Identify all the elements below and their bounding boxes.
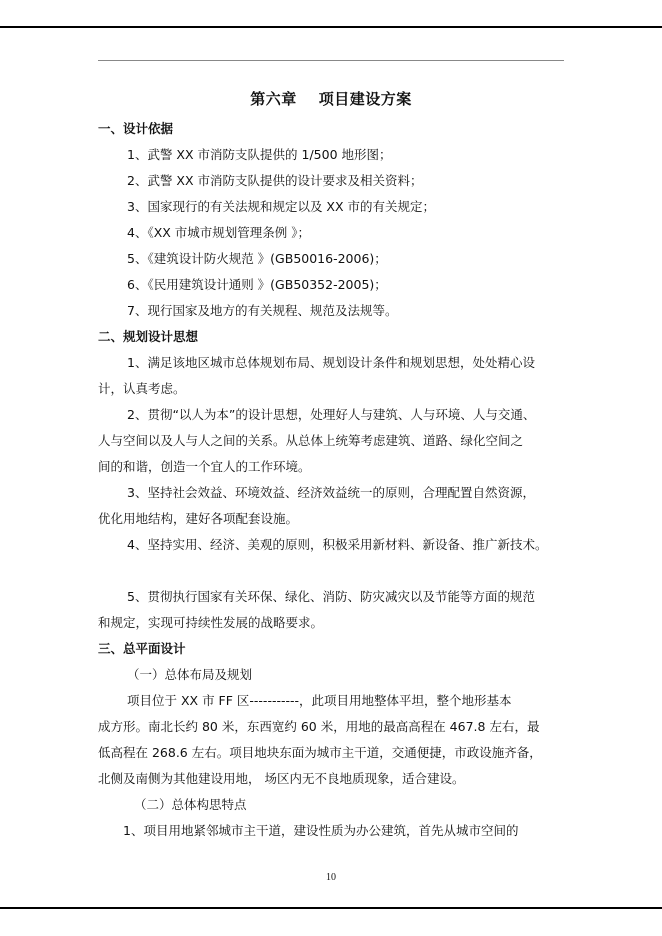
- subsection-heading: （一）总体布局及规划: [127, 667, 253, 682]
- paragraph-line: 低高程在 268.6 左右。项目地块东面为城市主干道，交通便捷，市政设施齐备，: [98, 745, 542, 760]
- paragraph-line: 1、项目用地紧邻城市主干道，建设性质为办公建筑，首先从城市空间的: [123, 823, 519, 838]
- paragraph-line: 北侧及南侧为其他建设用地， 场区内无不良地质现象，适合建设。: [98, 771, 465, 786]
- chapter-number: 第六章: [250, 90, 297, 108]
- basis-item: 7、现行国家及地方的有关规程、规范及法规等。: [127, 303, 398, 318]
- basis-item: 3、国家现行的有关法规和规定以及 XX 市的有关规定；: [127, 199, 436, 214]
- basis-item: 5、《建筑设计防火规范 》(GB50016-2006)；: [127, 251, 387, 266]
- page-title: [0, 88, 662, 109]
- paragraph-line: 4、坚持实用、经济、美观的原则，积极采用新材料、新设备、推广新技术。: [127, 537, 548, 552]
- section-heading-site-plan: 三、总平面设计: [98, 641, 186, 656]
- paragraph-line: 项目位于 XX 市 FF 区-----------，此项目用地整体平坦，整个地形基本: [127, 693, 512, 708]
- paragraph-line: 5、贯彻执行国家有关环保、绿化、消防、防灾减灾以及节能等方面的规范: [127, 589, 535, 604]
- paragraph-line: 优化用地结构，建好各项配套设施。: [98, 511, 299, 526]
- basis-item: 1、武警 XX 市消防支队提供的 1/500 地形图；: [127, 147, 392, 162]
- section-heading-planning: 二、规划设计思想: [98, 329, 199, 344]
- paragraph-line: 2、贯彻“以人为本”的设计思想，处理好人与建筑、人与环境、人与交通、: [127, 407, 536, 422]
- basis-item: 6、《民用建筑设计通则 》(GB50352-2005)；: [127, 277, 387, 292]
- paragraph-line: 成方形。南北长约 80 米，东西宽约 60 米，用地的最高高程在 467.8 左右，最: [98, 719, 540, 734]
- page-top-border: [0, 26, 662, 28]
- paragraph-line: 人与空间以及人与人之间的关系。从总体上统筹考虑建筑、道路、绿化空间之: [98, 433, 524, 448]
- header-rule: [98, 60, 564, 61]
- basis-item: 4、《XX 市城市规划管理条例 》；: [127, 225, 311, 240]
- paragraph-line: 1、满足该地区城市总体规划布局、规划设计条件和规划思想，处处精心设: [127, 355, 535, 370]
- paragraph-line: 间的和谐，创造一个宜人的工作环境。: [98, 459, 311, 474]
- paragraph-line: 计，认真考虑。: [98, 381, 186, 396]
- page-bottom-border: [0, 907, 662, 909]
- chapter-title: 项目建设方案: [318, 90, 412, 108]
- paragraph-line: 3、坚持社会效益、环境效益、经济效益统一的原则，合理配置自然资源，: [127, 485, 535, 500]
- basis-item: 2、武警 XX 市消防支队提供的设计要求及相关资料；: [127, 173, 423, 188]
- page-number: 10: [326, 872, 336, 883]
- subsection-heading: （二）总体构思特点: [134, 797, 247, 812]
- paragraph-line: 和规定，实现可持续性发展的战略要求。: [98, 615, 324, 630]
- section-heading-basis: 一、设计依据: [98, 121, 174, 136]
